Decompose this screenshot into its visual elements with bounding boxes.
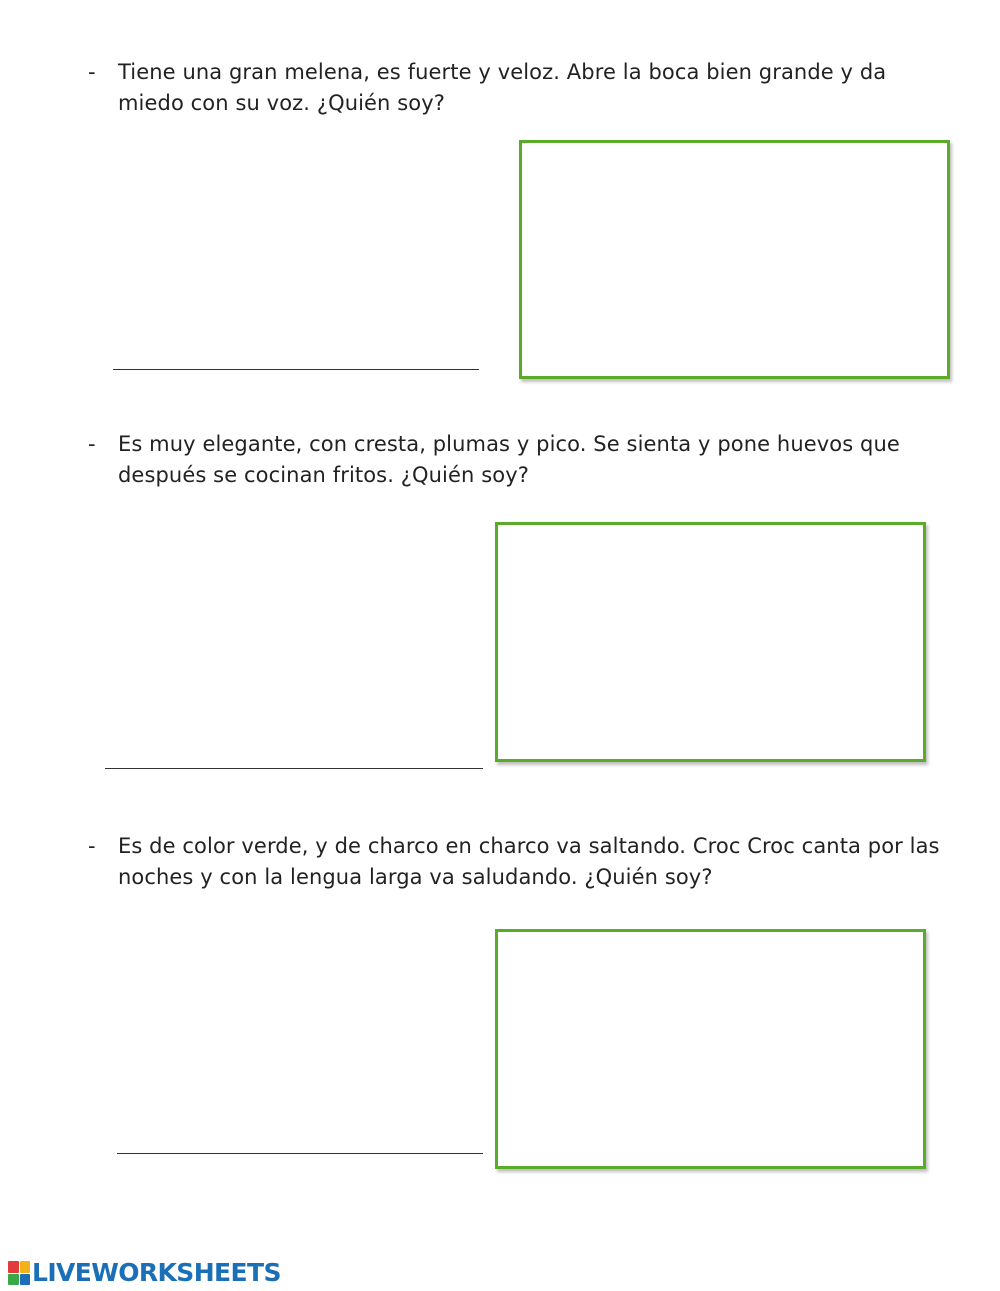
answer-line-2[interactable] [105,768,483,769]
riddle-2 [88,429,948,491]
drawing-box-1[interactable] [519,140,950,379]
liveworksheets-logo [8,1258,281,1288]
riddle-2-marker: - [88,432,96,456]
answer-line-3[interactable] [117,1153,483,1154]
drawing-box-2[interactable] [495,522,926,762]
logo-wordmark: LIVEWORKSHEETS [32,1258,281,1287]
riddle-1-marker: - [88,60,96,84]
drawing-box-3[interactable] [495,929,926,1169]
riddle-3 [88,831,948,893]
riddle-1 [88,57,948,119]
riddle-1-text: Tiene una gran melena, es fuerte y veloz. Abre la boca bien grande y da miedo con su voz. ¿Quién soy? [118,60,887,115]
riddle-2-text: Es muy elegante, con cresta, plumas y pico. Se sienta y pone huevos que después se cocinan fritos. ¿Quién soy? [118,432,900,487]
riddle-3-text: Es de color verde, y de charco en charco va saltando. Croc Croc canta por las noches y con la lengua larga va saludando. ¿Quién soy? [118,834,940,889]
riddle-3-marker: - [88,834,96,858]
answer-line-1[interactable] [113,369,479,370]
liveworksheets-logo-icon [8,1261,30,1285]
